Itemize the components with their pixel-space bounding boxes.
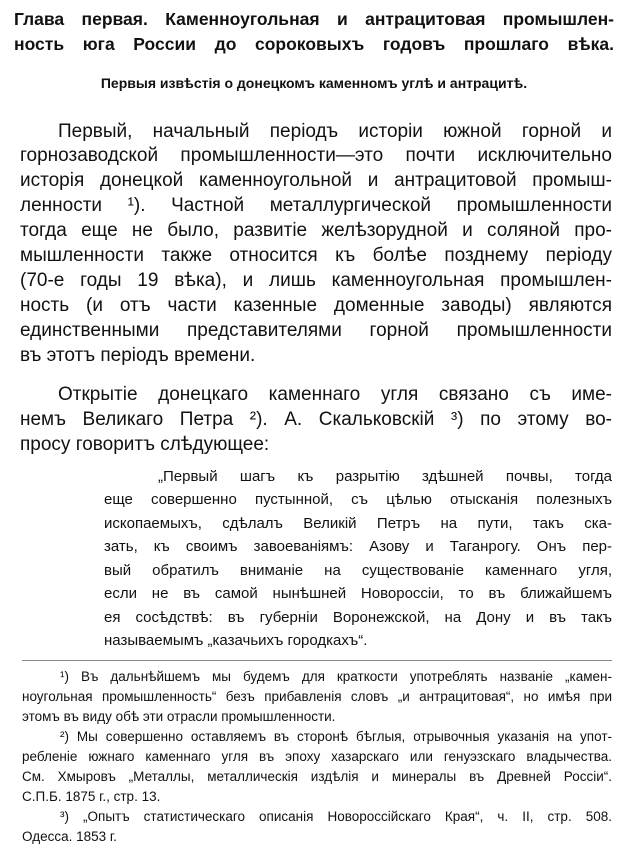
section-heading: Первыя извѣстія о донецкомъ каменномъ углѣ и антрацитѣ. [100, 75, 528, 91]
quote-line: называемымъ „казачьихъ городкахъ“. [104, 632, 368, 649]
footnote-divider [22, 660, 612, 661]
footnote-line: ноугольная промышленность“ безъ прибавленія словъ „и антрацитовая“, но имѣя при [22, 689, 612, 704]
footnote-line: Одесса. 1853 г. [22, 829, 117, 844]
body-text-line: въ этотъ періодъ времени. [20, 345, 256, 366]
footnote-line: С.П.Б. 1875 г., стр. 13. [22, 789, 161, 804]
quote-line: „Первый шагъ къ разрытію здѣшней почвы, тогда [158, 468, 612, 485]
footnote-line: ребленіе южнаго каменнаго угля въ эпоху хазарскаго или генуэзскаго владычества. [22, 749, 612, 764]
body-text-line: Первый, начальный періодъ исторіи южной горной и [58, 121, 612, 142]
body-text-line: ленности ¹). Частной металлургической промышленности [20, 195, 612, 216]
footnote-line: ³) „Опытъ статистическаго описанія Новороссійскаго Края“, ч. II, стр. 508. [60, 809, 612, 824]
quote-line: зать, къ своимъ завоеваніямъ: Азову и Таганрогу. Онъ пер- [104, 538, 612, 555]
footnote-line: ²) Мы совершенно оставляемъ въ сторонѣ бѣглыя, отрывочныя указанія на упот- [60, 729, 612, 744]
body-text-line: ность (и отъ части казенные доменные заводы) являются [20, 295, 612, 316]
body-text-line: единственными представителями горной промышленности [20, 320, 612, 341]
quote-line: еще совершенно пустынной, съ цѣлью отысканія полезныхъ [104, 491, 612, 508]
body-text-line: Открытіе донецкаго каменнаго угля связано съ име- [58, 384, 612, 405]
footnote-line: ¹) Въ дальнѣйшемъ мы будемъ для краткости употреблять названіе „камен- [60, 669, 612, 684]
quote-line: ея сосѣдствѣ: въ губерніи Воронежской, на Дону и въ такъ [104, 609, 612, 626]
footnote-line: См. Хмыровъ „Металлы, металлическія издѣлія и минералы въ Древней Россіи“. [22, 769, 612, 784]
chapter-heading-line-2: ность юга России до сороковыхъ годовъ прошлаго вѣка. [14, 34, 614, 54]
body-text-line: тогда еще не было, развитіе желѣзорудной и соляной про- [20, 220, 612, 241]
footnote-line: этомъ въ виду обѣ эти отрасли промышленности. [22, 709, 336, 724]
quote-line: ископаемыхъ, сдѣлалъ Великій Петръ на пути, такъ ска- [104, 515, 612, 532]
body-text-line: просу говоритъ слѣдующее: [20, 434, 270, 455]
body-text-line: мышленности также относится къ болѣе позднему періоду [20, 245, 612, 266]
chapter-heading-line-1: Глава первая. Каменноугольная и антрацитовая промышлен- [14, 9, 614, 29]
body-text-line: исторія донецкой каменноугольной и антрацитовой промыш- [20, 170, 612, 191]
quote-line: вый обратилъ вниманіе на существованіе каменнаго угля, [104, 562, 612, 579]
body-text-line: горнозаводской промышленности—это почти исключительно [20, 145, 612, 166]
body-text-line: немъ Великаго Петра ²). А. Скальковскій ³) по этому во- [20, 409, 612, 430]
quote-line: если не въ самой нынѣшней Новороссіи, то въ ближайшемъ [104, 585, 612, 602]
body-text-line: (70-е годы 19 вѣка), и лишь каменноугольная промышлен- [20, 270, 612, 291]
